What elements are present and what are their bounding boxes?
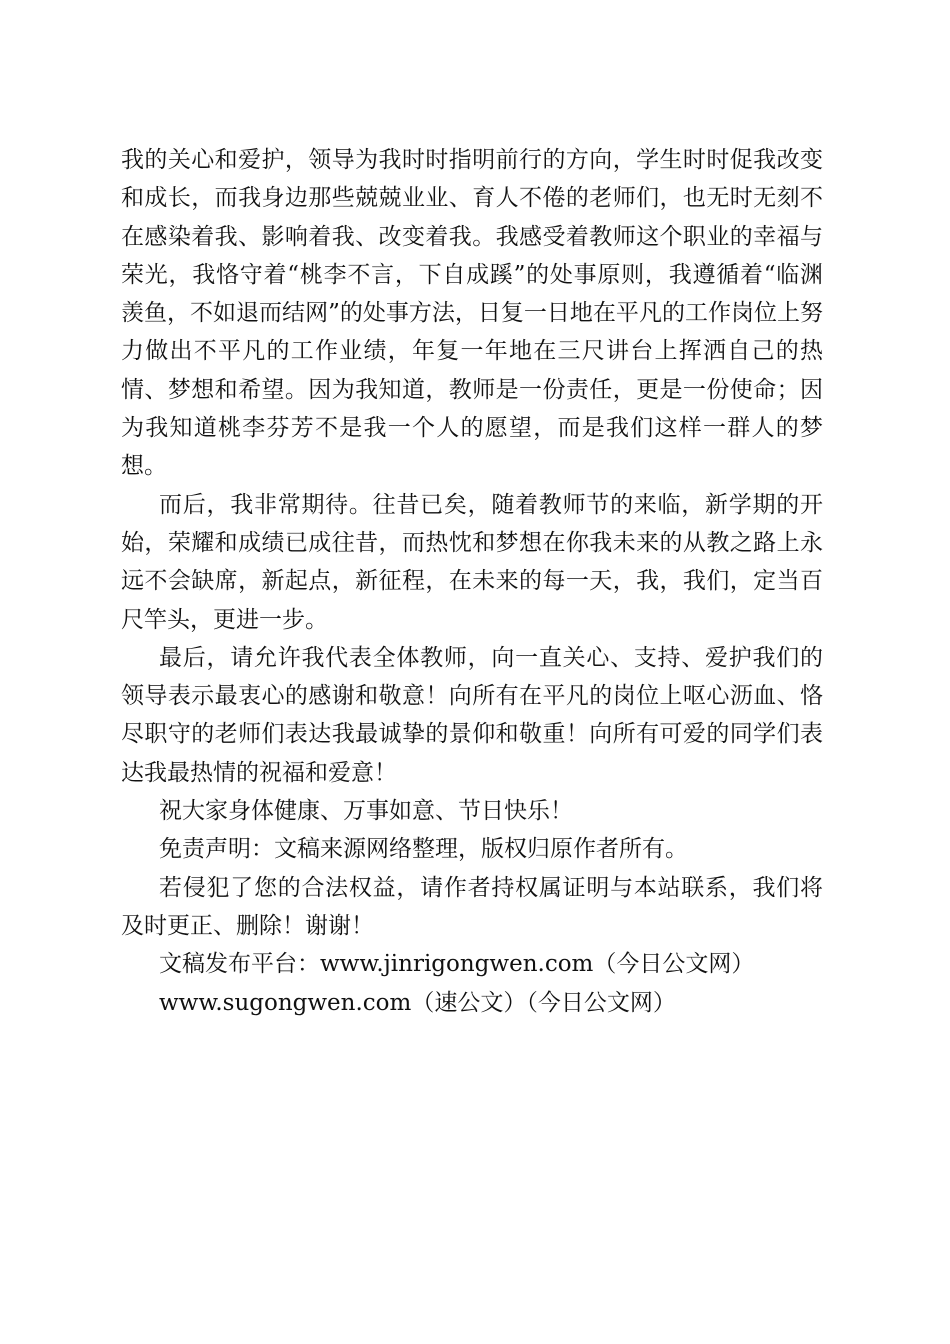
paragraph-infringement-notice: 若侵犯了您的合法权益，请作者持权属证明与本站联系，我们将及时更正、删除！谢谢！ [121,874,823,939]
paragraph-body-1: 我的关心和爱护，领导为我时时指明前行的方向，学生时时促我改变和成长，而我身边那些兢兢业业、育人不倦的老师们，也无时无刻不在感染着我、影响着我、改变着我。我感受着教师这个职业的幸福与荣光，我恪守着“桃李不言，下自成蹊”的处事原则，我遵循着“临渊羡鱼，不如退而结网”的处事方法，日复一日地在平凡的工作岗位上努力做出不平凡的工作业绩，年复一年地在三尺讲台上挥洒自己的热情、梦想和希望。因为我知道，教师是一份责任，更是一份使命；因为我知道桃李芬芳不是我一个人的愿望，而是我们这样一群人的梦想。 [121,147,823,480]
paragraph-disclaimer: 免责声明：文稿来源网络整理，版权归原作者所有。 [159,836,688,863]
document-page [121,141,823,1022]
paragraph-publish-site: www.sugongwen.com（速公文）（今日公文网） [159,989,676,1016]
paragraph-expectation: 而后，我非常期待。往昔已矣，随着教师节的来临，新学期的开始，荣耀和成绩已成往昔，而热忱和梦想在你我未来的从教之路上永远不会缺席，新起点，新征程，在未来的每一天，我，我们，定当百尺竿头，更进一步。 [121,491,823,633]
paragraph-wishes: 祝大家身体健康、万事如意、节日快乐！ [159,798,573,825]
paragraph-publish-platform: 文稿发布平台：www.jinrigongwen.com（今日公文网） [159,951,755,978]
paragraph-gratitude: 最后，请允许我代表全体教师，向一直关心、支持、爱护我们的领导表示最衷心的感谢和敬意！向所有在平凡的岗位上呕心沥血、恪尽职守的老师们表达我最诚挚的景仰和敬重！向所有可爱的同学们表达我最热情的祝福和爱意！ [121,644,823,786]
